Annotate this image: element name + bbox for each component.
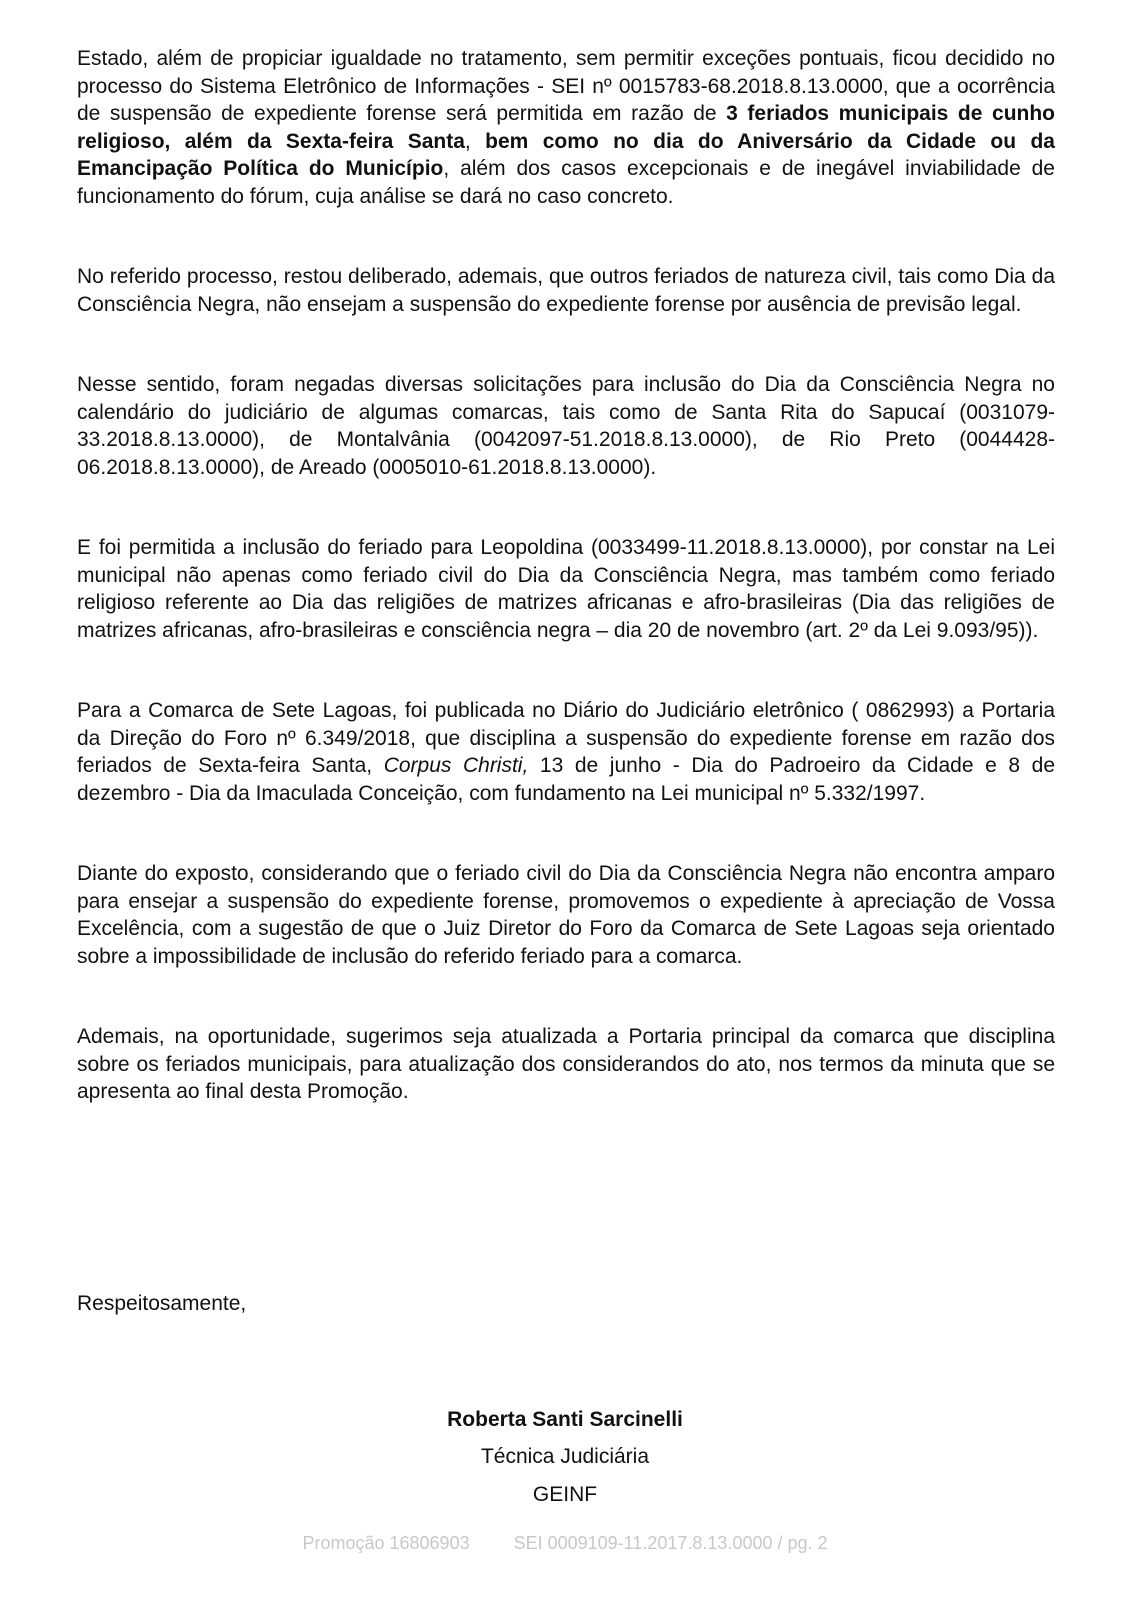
- body-paragraph-2: [77, 263, 1055, 318]
- body-paragraph-3: [77, 371, 1055, 481]
- text-run: Ademais, na oportunidade, sugerimos seja atualizada a Portaria principal da comarca que disciplina sobre os feriados municipais, para atualização dos considerandos do ato, nos termos da minuta que se apresenta ao final desta Promoção.: [77, 1025, 1055, 1103]
- body-paragraph-5: [77, 697, 1055, 807]
- bold-text-run: bem como no dia do Aniversário da Cidade ou da Emancipação Política do Município: [77, 129, 1055, 180]
- signature-name: Roberta Santi Sarcinelli: [447, 1408, 683, 1431]
- signature-unit: GEINF: [532, 1483, 598, 1506]
- page-footer: [0, 1532, 1130, 1554]
- italic-text-run: Corpus Christi,: [383, 754, 529, 777]
- body-paragraph-1: [77, 45, 1055, 210]
- text-run: Estado, além de propiciar igualdade no tratamento, sem permitir exceções pontuais, ficou decidido no processo do Sistema Eletrônico de Informações - SEI nº 0015783-68.2018.8.13.0000, que a ocorrência de suspensão de expediente forense será permitida em razão de: [77, 47, 1055, 125]
- text-run: 13 de junho - Dia do Padroeiro da Cidade e 8 de dezembro - Dia da Imaculada Conceição, com fundamento na Lei municipal nº 5.332/1997.: [77, 754, 1055, 805]
- footer-sei-reference: SEI 0009109-11.2017.8.13.0000 / pg. 2: [513, 1533, 828, 1553]
- footer-promocao-number: Promoção 16806903: [302, 1533, 470, 1553]
- text-run: Nesse sentido, foram negadas diversas solicitações para inclusão do Dia da Consciência Negra no calendário do judiciário de algumas comarcas, tais como de Santa Rita do Sapucaí (0031079-33.2018.8.13.0000), de Montalvânia (0042097-51.2018.8.13.0000), de Rio Preto (0044428-06.2018.8.13.0000), de Areado (0005010-61.2018.8.13.0000).: [77, 373, 1055, 479]
- document-body: [77, 45, 1055, 1106]
- closing-salutation: Respeitosamente,: [77, 1292, 247, 1315]
- text-run: No referido processo, restou deliberado, ademais, que outros feriados de natureza civil, tais como Dia da Consciência Negra, não ensejam a suspensão do expediente forense por ausência de previsão legal.: [77, 265, 1055, 316]
- text-run: Para a Comarca de Sete Lagoas, foi publicada no Diário do Judiciário eletrônico ( 0862993) a Portaria da Direção do Foro nº 6.349/2018, que disciplina a suspensão do expediente forense em razão dos feriados de Sexta-feira Santa,: [77, 699, 1055, 777]
- body-paragraph-7: [77, 1023, 1055, 1106]
- text-run: , além dos casos excepcionais e de inegável inviabilidade de funcionamento do fórum, cuja análise se dará no caso concreto.: [77, 157, 1055, 208]
- text-run: ,: [464, 129, 486, 153]
- text-run: Diante do exposto, considerando que o feriado civil do Dia da Consciência Negra não encontra amparo para ensejar a suspensão do expediente forense, promovemos o expediente à apreciação de Vossa Excelência, com a sugestão de que o Juiz Diretor do Foro da Comarca de Sete Lagoas seja orientado sobre a impossibilidade de inclusão do referido feriado para a comarca.: [77, 862, 1055, 968]
- body-paragraph-6: [77, 860, 1055, 970]
- body-paragraph-4: [77, 534, 1055, 644]
- text-run: E foi permitida a inclusão do feriado para Leopoldina (0033499-11.2018.8.13.0000), por constar na Lei municipal não apenas como feriado civil do Dia da Consciência Negra, mas também como feriado religioso referente ao Dia das religiões de matrizes africanas e afro-brasileiras (Dia das religiões de matrizes africanas, afro-brasileiras e consciência negra – dia 20 de novembro (art. 2º da Lei 9.093/95)).: [77, 536, 1055, 642]
- bold-text-run: 3 feriados municipais de cunho religioso, além da Sexta-feira Santa: [77, 102, 1056, 153]
- signature-role: Técnica Judiciária: [480, 1445, 650, 1468]
